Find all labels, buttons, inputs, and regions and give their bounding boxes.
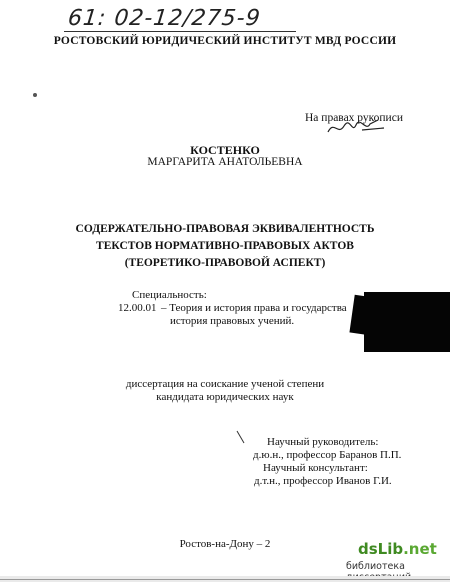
institute-header: РОСТОВСКИЙ ЮРИДИЧЕСКИЙ ИНСТИТУТ МВД РОССИИ <box>53 35 397 47</box>
degree-line-2: кандидата юридических наук <box>156 391 294 403</box>
consultant-label: Научный консультант: <box>263 462 368 474</box>
pen-tick-mark <box>237 431 245 444</box>
scan-speck <box>33 93 37 97</box>
dissertation-title <box>0 221 450 272</box>
logo-tagline: библиотека <box>346 561 405 572</box>
author-last-name: КОСТЕНКО <box>190 143 260 157</box>
logo-brand-b: .net <box>403 540 437 558</box>
specialty-name-line-1: – Теория и история права и государства <box>161 302 347 314</box>
specialty-label: Специальность: <box>132 289 207 301</box>
title-line-2: ТЕКСТОВ НОРМАТИВНО-ПРАВОВЫХ АКТОВ <box>96 240 354 252</box>
handwritten-catalog-code: 61: 02-12/275-9 <box>66 6 262 31</box>
scan-bottom-line <box>0 579 450 580</box>
specialty-name-line-2: история правовых учений. <box>170 315 295 327</box>
specialty-code: 12.00.01 <box>118 302 157 314</box>
logo-brand-a: dsLib <box>358 540 404 558</box>
consultant-name: д.т.н., профессор Иванов Г.И. <box>254 475 392 487</box>
handwritten-signature <box>326 116 386 138</box>
code-underline <box>64 31 296 32</box>
city-year-line: Ростов-на-Дону – 2 <box>179 538 271 550</box>
redaction-mark <box>364 292 450 352</box>
supervisor-name: д.ю.н., профессор Баранов П.П. <box>253 449 402 461</box>
author-first-names: МАРГАРИТА АНАТОЛЬЕВНА <box>147 156 303 168</box>
title-line-3: (ТЕОРЕТИКО-ПРАВОВОЙ АСПЕКТ) <box>124 257 326 269</box>
rights-notice: На правах рукописи <box>305 112 403 124</box>
supervisor-label: Научный руководитель: <box>267 436 379 448</box>
degree-line-1: диссертация на соискание ученой степени <box>125 378 325 390</box>
title-line-1: СОДЕРЖАТЕЛЬНО-ПРАВОВАЯ ЭКВИВАЛЕНТНОСТЬ <box>75 223 375 235</box>
dslib-logo[interactable] <box>358 540 437 558</box>
